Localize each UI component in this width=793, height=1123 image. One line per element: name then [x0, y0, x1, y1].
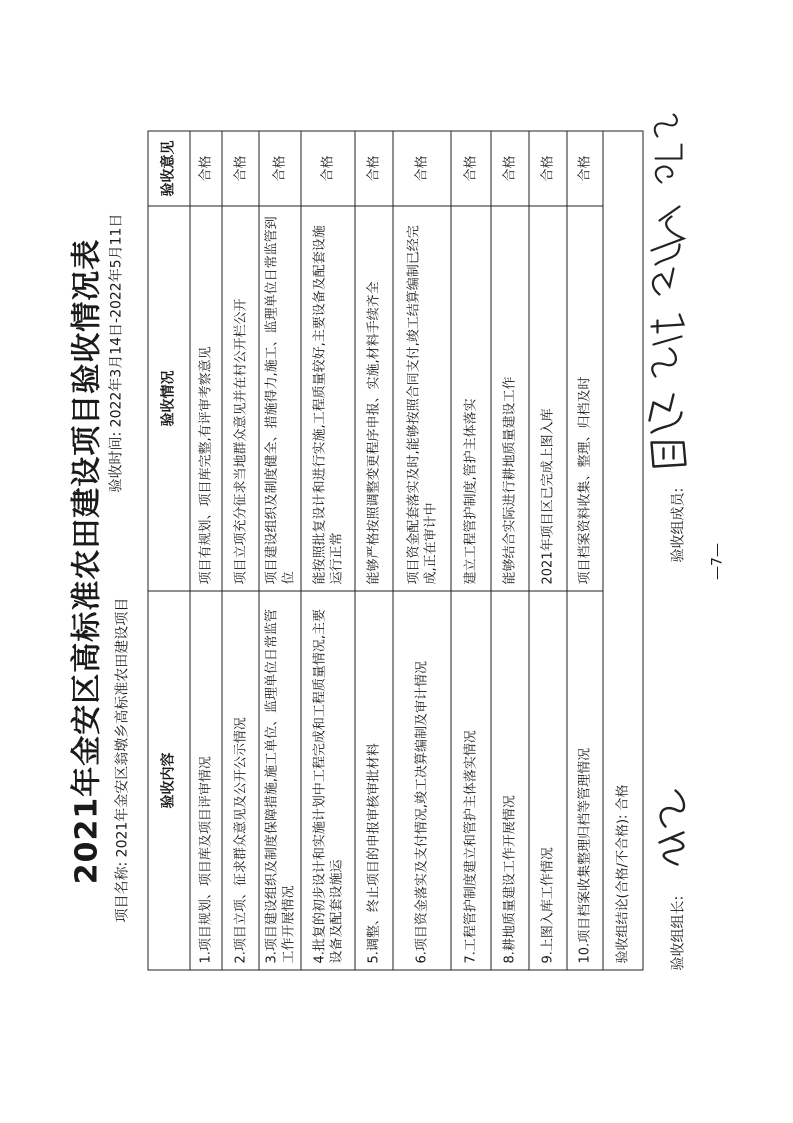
acceptance-time-value: 2022年3月14日-2022年5月11日: [108, 213, 125, 428]
row-content: 1.项目规划、项目库及项目评审情况: [190, 591, 222, 970]
row-content: 2.项目立项、征求群众意见及公开公示情况: [222, 591, 259, 970]
row-opinion: 合格: [301, 131, 355, 206]
row-status: 项目资金配套落实及时,能够按照合同支付,竣工结算编制已经完成,正在审计中: [393, 206, 451, 591]
header-content: 验收内容: [148, 591, 190, 970]
conclusion-value: 合格: [615, 784, 631, 811]
members-signatures: [640, 113, 700, 473]
row-status: 能按照批复设计和进行实施,工程质量较好,主要设备及配套设施运行正常: [301, 206, 355, 591]
table-row: [355, 131, 393, 970]
rotated-page: [0, 1, 793, 1123]
row-status: 项目建设组织及制度健全、措施得力,施工、监理单位日常监管到位: [259, 206, 301, 591]
row-content: 10.项目档案收集整理归档等管理情况: [567, 591, 603, 970]
table-header-row: [148, 131, 190, 970]
row-content: 3.项目建设组织及制度保障措施,施工单位、监理单位日常监管工作开展情况: [259, 591, 301, 970]
acceptance-table: [148, 131, 644, 971]
table-row: [451, 131, 491, 970]
row-opinion: 合格: [567, 131, 603, 206]
row-content: 4.批复的初步设计和实施计划中工程完成和工程质量情况,主要设备及配套设施运: [301, 591, 355, 970]
table-row: [301, 131, 355, 970]
table-row: [259, 131, 301, 970]
row-status: 项目有规划、项目库完整,有评审考察意见: [190, 206, 222, 591]
conclusion-label: 验收组结论(合格/不合格):: [615, 814, 631, 964]
table-row: [529, 131, 567, 970]
header-opinion: 验收意见: [148, 131, 190, 206]
leader-signature: [648, 783, 698, 873]
row-status: 能够严格按照调整变更程序申报、实施,材料手续齐全: [355, 206, 393, 591]
leader-line: [668, 896, 688, 971]
acceptance-time-label: 验收时间:: [108, 431, 125, 493]
row-opinion: 合格: [393, 131, 451, 206]
row-content: 6.项目资金落实及支付情况,竣工决算编制及审计情况: [393, 591, 451, 970]
table-row: [491, 131, 529, 970]
row-status: 项目档案资料收集、整理、归档及时: [567, 206, 603, 591]
row-opinion: 合格: [190, 131, 222, 206]
project-name-value: 2021年金安区翁墩乡高标准农田建设项目: [114, 597, 131, 858]
row-status: 能够结合实际进行耕地质量建设工作: [491, 206, 529, 591]
members-line: [668, 488, 688, 563]
table-row: [567, 131, 603, 970]
row-status: 建立工程管护制度,管护主体落实: [451, 206, 491, 591]
document-title: 2021年金安区高标准农田建设项目验收情况表: [69, 238, 105, 885]
row-opinion: 合格: [355, 131, 393, 206]
row-status: 项目立项充分征求当地群众意见并在村公开栏公开: [222, 206, 259, 591]
leader-label: 验收组组长:: [670, 895, 687, 971]
conclusion-row: [603, 131, 643, 970]
row-content: 8.耕地质量建设工作开展情况: [491, 591, 529, 970]
header-status: 验收情况: [148, 206, 190, 591]
row-opinion: 合格: [451, 131, 491, 206]
table-row: [190, 131, 222, 970]
row-content: 7.工程管护制度建立和管护主体落实情况: [451, 591, 491, 970]
table-row: [222, 131, 259, 970]
row-opinion: 合格: [222, 131, 259, 206]
table-row: [393, 131, 451, 970]
row-opinion: 合格: [529, 131, 567, 206]
conclusion-cell: [603, 131, 643, 970]
row-status: 2021年项目区已完成上图入库: [529, 206, 567, 591]
project-name-label: 项目名称:: [114, 861, 131, 923]
row-opinion: 合格: [259, 131, 301, 206]
row-content: 5.调整、终止项目的申报审核审批材料: [355, 591, 393, 970]
page-number: —7—: [709, 543, 726, 580]
row-content: 9.上图入库工作情况: [529, 591, 567, 970]
project-name-line: [112, 598, 132, 923]
members-label: 验收组成员:: [670, 487, 687, 563]
acceptance-time-line: [106, 214, 126, 493]
row-opinion: 合格: [491, 131, 529, 206]
